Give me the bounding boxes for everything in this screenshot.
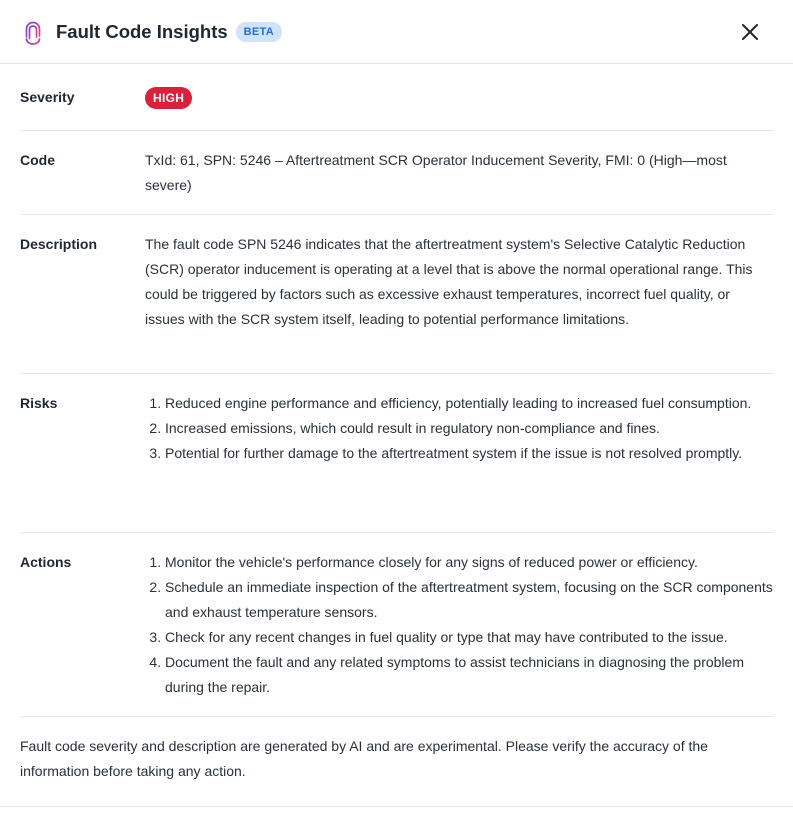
severity-label: Severity	[20, 89, 75, 105]
list-item: 2. Increased emissions, which could result in regulatory non-compliance and fines.	[165, 416, 773, 441]
dialog-header	[0, 0, 793, 64]
list-item: 3. Check for any recent changes in fuel quality or type that may have contributed to the issue.	[165, 625, 773, 650]
fingerprint-icon	[20, 19, 46, 45]
code-label: Code	[20, 152, 55, 168]
beta-badge: BETA	[236, 22, 282, 42]
ai-disclaimer: Fault code severity and description are generated by AI and are experimental. Please verify the accuracy of the information before taking any action.	[0, 717, 793, 807]
list-item: 2. Schedule an immediate inspection of the aftertreatment system, focusing on the SCR components and exhaust temperature sensors.	[165, 575, 773, 625]
list-item: 4. Document the fault and any related symptoms to assist technicians in diagnosing the problem during the repair.	[165, 650, 773, 700]
close-icon[interactable]	[737, 19, 763, 45]
actions-row	[20, 533, 773, 717]
actions-label: Actions	[20, 554, 72, 570]
severity-value	[145, 85, 773, 110]
list-item: 3. Potential for further damage to the aftertreatment system if the issue is not resolved promptly.	[165, 441, 773, 466]
risks-list	[145, 391, 773, 466]
risks-label: Risks	[20, 395, 58, 411]
actions-list-container	[145, 550, 773, 716]
severity-badge: HIGH	[145, 87, 192, 109]
risks-list-container	[145, 391, 773, 532]
code-value: TxId: 61, SPN: 5246 – Aftertreatment SCR Operator Inducement Severity, FMI: 0 (High—most severe)	[145, 152, 727, 193]
risks-row	[20, 374, 773, 533]
description-row	[20, 215, 773, 374]
list-item: 1. Monitor the vehicle's performance closely for any signs of reduced power or efficiency.	[165, 550, 773, 575]
code-row	[20, 131, 773, 215]
dialog-title: Fault Code Insights	[56, 20, 228, 42]
severity-row	[20, 64, 773, 131]
insights-content	[0, 64, 793, 717]
list-item: 1. Reduced engine performance and efficiency, potentially leading to increased fuel consumption.	[165, 391, 773, 416]
actions-list	[145, 550, 773, 700]
description-value: The fault code SPN 5246 indicates that the aftertreatment system's Selective Catalytic Reduction (SCR) operator inducement is operating at a level that is above the normal operational range. This could be triggered by factors such as excessive exhaust temperatures, incorrect fuel quality, or issues with the SCR system itself, leading to potential performance limitations.	[145, 236, 753, 327]
description-label: Description	[20, 236, 98, 252]
